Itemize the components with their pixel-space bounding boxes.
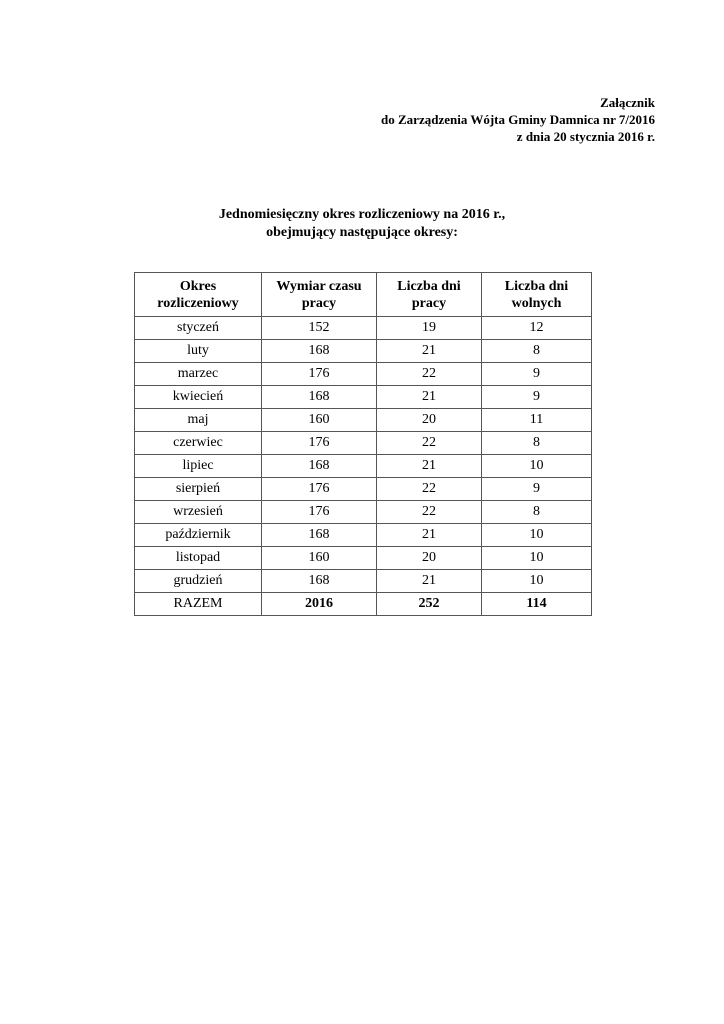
column-header-period: Okres rozliczeniowy — [135, 273, 262, 317]
working-days-cell: 21 — [377, 386, 482, 409]
document-title-line-1: Jednomiesięczny okres rozliczeniowy na 2016 r., — [218, 207, 506, 222]
working-days-cell: 22 — [377, 363, 482, 386]
working-days-cell: 21 — [377, 570, 482, 593]
total-working-hours-cell: 2016 — [262, 593, 377, 616]
working-hours-cell: 160 — [262, 409, 377, 432]
table-row — [135, 432, 592, 455]
days-off-cell: 9 — [482, 386, 592, 409]
working-days-cell: 22 — [377, 432, 482, 455]
period-cell: wrzesień — [135, 501, 262, 524]
table-row — [135, 340, 592, 363]
working-days-cell: 20 — [377, 547, 482, 570]
table-row — [135, 409, 592, 432]
working-hours-cell: 168 — [262, 386, 377, 409]
settlement-periods-table — [134, 272, 592, 616]
working-hours-cell: 176 — [262, 501, 377, 524]
total-label-cell: RAZEM — [135, 593, 262, 616]
days-off-cell: 10 — [482, 570, 592, 593]
working-hours-cell: 160 — [262, 547, 377, 570]
days-off-cell: 12 — [482, 317, 592, 340]
table-row — [135, 547, 592, 570]
period-cell: luty — [135, 340, 262, 363]
period-cell: kwiecień — [135, 386, 262, 409]
days-off-cell: 9 — [482, 363, 592, 386]
table-row — [135, 524, 592, 547]
table-row — [135, 455, 592, 478]
document-title-line-2: obejmujący następujące okresy: — [266, 225, 458, 240]
days-off-cell: 8 — [482, 432, 592, 455]
days-off-cell: 10 — [482, 524, 592, 547]
period-cell: październik — [135, 524, 262, 547]
working-days-cell: 19 — [377, 317, 482, 340]
total-working-days-cell: 252 — [377, 593, 482, 616]
days-off-cell: 8 — [482, 501, 592, 524]
period-cell: marzec — [135, 363, 262, 386]
period-cell: sierpień — [135, 478, 262, 501]
working-days-cell: 21 — [377, 524, 482, 547]
working-days-cell: 20 — [377, 409, 482, 432]
working-hours-cell: 176 — [262, 432, 377, 455]
period-cell: maj — [135, 409, 262, 432]
working-hours-cell: 176 — [262, 478, 377, 501]
table-row — [135, 501, 592, 524]
column-header-working-hours: Wymiar czasu pracy — [262, 273, 377, 317]
working-days-cell: 22 — [377, 501, 482, 524]
working-hours-cell: 168 — [262, 570, 377, 593]
total-days-off-cell: 114 — [482, 593, 592, 616]
working-hours-cell: 168 — [262, 340, 377, 363]
attachment-header — [381, 94, 655, 145]
working-hours-cell: 176 — [262, 363, 377, 386]
days-off-cell: 9 — [482, 478, 592, 501]
period-cell: lipiec — [135, 455, 262, 478]
table-header-row — [135, 273, 592, 317]
working-days-cell: 22 — [377, 478, 482, 501]
period-cell: styczeń — [135, 317, 262, 340]
working-days-cell: 21 — [377, 340, 482, 363]
column-header-working-days: Liczba dni pracy — [377, 273, 482, 317]
ordinance-reference: do Zarządzenia Wójta Gminy Damnica nr 7/2016 — [381, 112, 655, 127]
days-off-cell: 10 — [482, 455, 592, 478]
table-total-row — [135, 593, 592, 616]
working-hours-cell: 152 — [262, 317, 377, 340]
table-row — [135, 478, 592, 501]
working-hours-cell: 168 — [262, 524, 377, 547]
working-days-cell: 21 — [377, 455, 482, 478]
days-off-cell: 10 — [482, 547, 592, 570]
ordinance-date: z dnia 20 stycznia 2016 r. — [516, 129, 655, 144]
days-off-cell: 8 — [482, 340, 592, 363]
column-header-days-off: Liczba dni wolnych — [482, 273, 592, 317]
attachment-label: Załącznik — [600, 95, 655, 110]
table-row — [135, 317, 592, 340]
document-title — [0, 206, 724, 242]
days-off-cell: 11 — [482, 409, 592, 432]
table-row — [135, 363, 592, 386]
table-row — [135, 386, 592, 409]
period-cell: listopad — [135, 547, 262, 570]
table-row — [135, 570, 592, 593]
period-cell: czerwiec — [135, 432, 262, 455]
period-cell: grudzień — [135, 570, 262, 593]
working-hours-cell: 168 — [262, 455, 377, 478]
